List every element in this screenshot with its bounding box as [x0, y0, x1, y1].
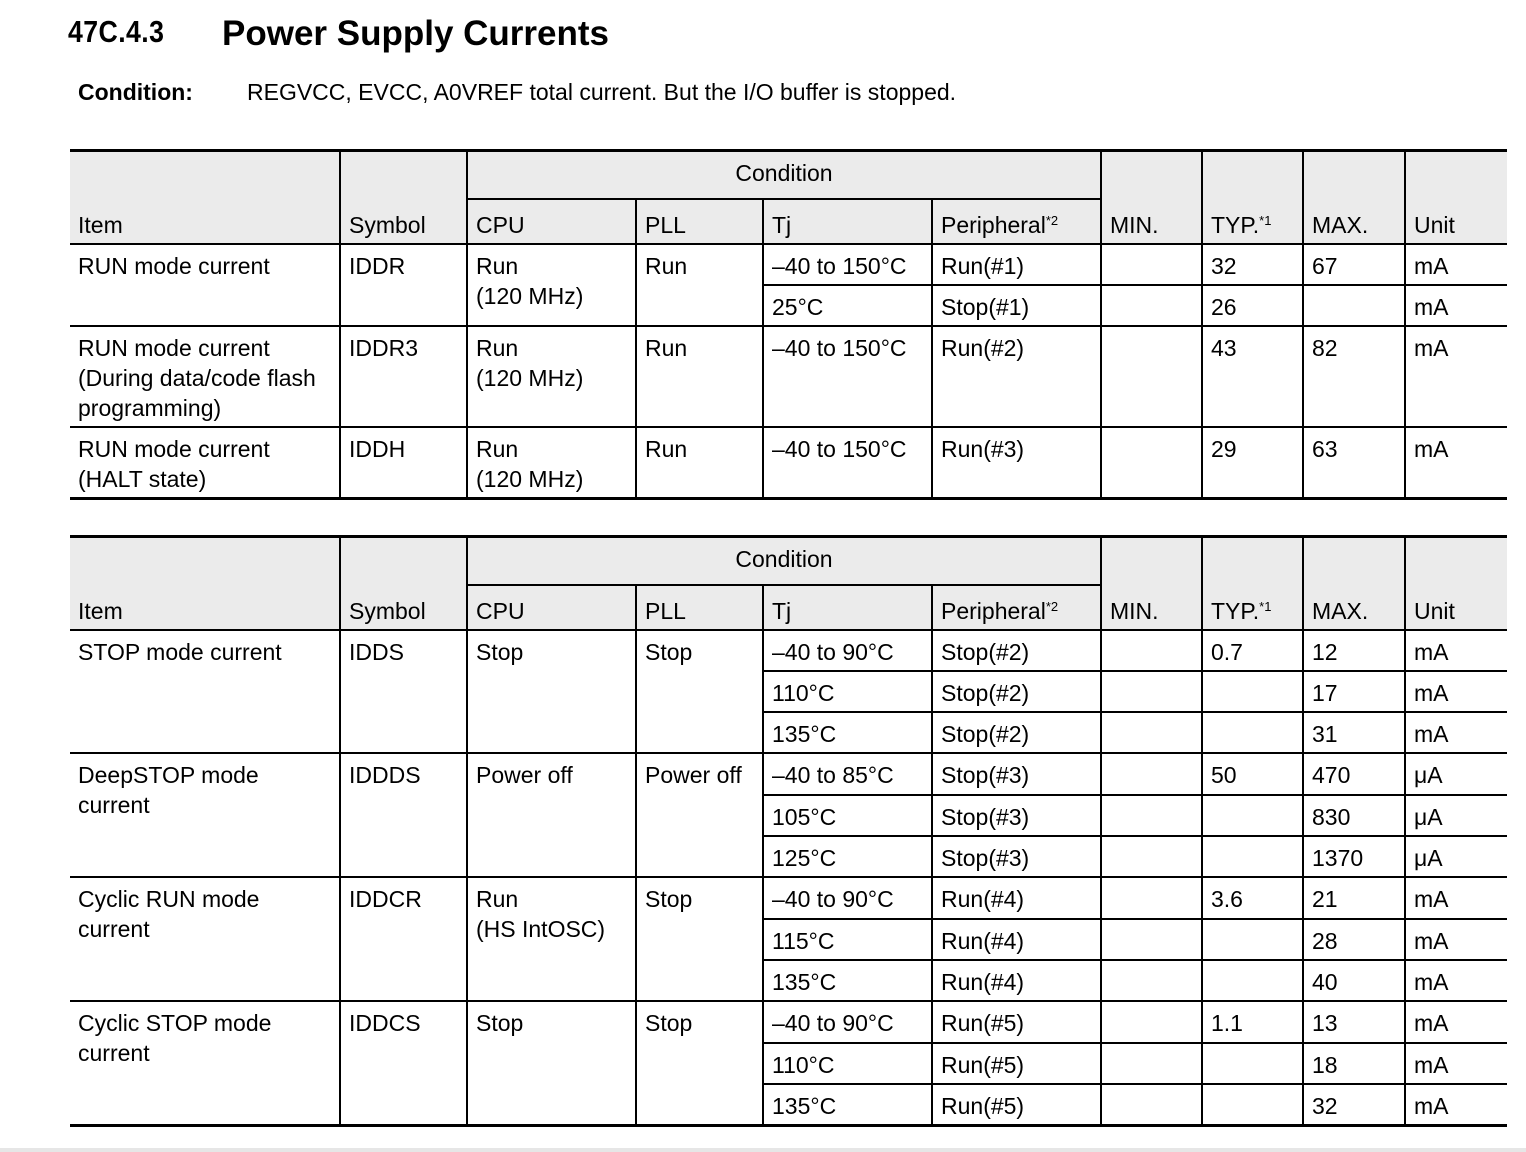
cell-min [1101, 919, 1202, 960]
cell-min [1101, 671, 1202, 712]
cell-tj: –40 to 90°C [763, 630, 932, 671]
table-row [70, 427, 1507, 499]
cell-unit: mA [1405, 285, 1507, 326]
cell-peripheral: Run(#4) [932, 877, 1101, 919]
cell-min [1101, 326, 1202, 427]
cell-peripheral: Stop(#1) [932, 285, 1101, 326]
cell-typ: 32 [1202, 244, 1303, 285]
cell-tj: –40 to 90°C [763, 1001, 932, 1043]
cell-tj: 105°C [763, 795, 932, 836]
header-min: MIN. [1101, 537, 1202, 631]
cell-symbol: IDDCR [340, 877, 467, 1001]
cell-cpu: Stop [467, 630, 636, 753]
header-min: MIN. [1101, 151, 1202, 245]
cell-cpu: Run (120 MHz) [467, 326, 636, 427]
cell-symbol: IDDR3 [340, 326, 467, 427]
header-cpu: CPU [467, 585, 636, 630]
cell-max: 67 [1303, 244, 1405, 285]
cell-peripheral: Run(#2) [932, 326, 1101, 427]
cell-symbol: IDDDS [340, 753, 467, 877]
cell-max: 32 [1303, 1084, 1405, 1126]
cell-unit: μA [1405, 795, 1507, 836]
header-unit: Unit [1405, 151, 1507, 245]
cell-max: 830 [1303, 795, 1405, 836]
cell-peripheral: Run(#1) [932, 244, 1101, 285]
cell-min [1101, 836, 1202, 877]
header-condition: Condition [467, 151, 1101, 200]
header-condition: Condition [467, 537, 1101, 586]
header-peripheral [932, 199, 1101, 244]
cell-unit: μA [1405, 836, 1507, 877]
cell-max: 28 [1303, 919, 1405, 960]
cell-pll: Run [636, 427, 763, 499]
cell-pll: Run [636, 244, 763, 326]
cell-unit: mA [1405, 671, 1507, 712]
cell-unit: mA [1405, 919, 1507, 960]
header-typ [1202, 537, 1303, 631]
condition-text: REGVCC, EVCC, A0VREF total current. But the I/O buffer is stopped. [247, 79, 957, 105]
cell-tj: 25°C [763, 285, 932, 326]
cell-peripheral: Stop(#3) [932, 753, 1101, 795]
cell-unit: mA [1405, 1084, 1507, 1126]
cell-tj: 115°C [763, 919, 932, 960]
cell-max: 63 [1303, 427, 1405, 499]
cell-typ: 43 [1202, 326, 1303, 427]
cell-max: 82 [1303, 326, 1405, 427]
cell-typ [1202, 795, 1303, 836]
cell-pll: Stop [636, 877, 763, 1001]
cell-pll: Stop [636, 1001, 763, 1126]
cell-tj: 110°C [763, 1043, 932, 1084]
cell-peripheral: Run(#5) [932, 1084, 1101, 1126]
table-row [70, 877, 1507, 919]
cell-unit: mA [1405, 630, 1507, 671]
header-typ-label: TYP. [1211, 598, 1260, 624]
header-typ-note: *1 [1259, 599, 1272, 614]
cell-peripheral: Stop(#2) [932, 671, 1101, 712]
condition-label: Condition: [78, 79, 193, 105]
table-row [70, 753, 1507, 795]
cell-unit: mA [1405, 427, 1507, 499]
cell-unit: mA [1405, 960, 1507, 1001]
header-typ [1202, 151, 1303, 245]
cell-unit: mA [1405, 877, 1507, 919]
section-title: Power Supply Currents [222, 14, 610, 53]
cell-pll: Run [636, 326, 763, 427]
cell-typ: 26 [1202, 285, 1303, 326]
cell-min [1101, 630, 1202, 671]
cell-min [1101, 285, 1202, 326]
header-max: MAX. [1303, 151, 1405, 245]
cell-peripheral: Run(#5) [932, 1001, 1101, 1043]
header-peripheral-label: Peripheral [941, 598, 1046, 624]
cell-min [1101, 795, 1202, 836]
cell-typ [1202, 836, 1303, 877]
cell-symbol: IDDH [340, 427, 467, 499]
header-unit: Unit [1405, 537, 1507, 631]
cell-symbol: IDDS [340, 630, 467, 753]
cell-item: STOP mode current [70, 630, 340, 753]
run-current-table [70, 149, 1507, 500]
cell-tj: 135°C [763, 1084, 932, 1126]
cell-cpu: Run (120 MHz) [467, 244, 636, 326]
cell-min [1101, 1043, 1202, 1084]
cell-item: DeepSTOP mode current [70, 753, 340, 877]
cell-peripheral: Stop(#2) [932, 712, 1101, 753]
cell-pll: Power off [636, 753, 763, 877]
cell-peripheral: Run(#4) [932, 960, 1101, 1001]
header-max: MAX. [1303, 537, 1405, 631]
cell-max: 1370 [1303, 836, 1405, 877]
cell-typ: 1.1 [1202, 1001, 1303, 1043]
header-pll: PLL [636, 585, 763, 630]
cell-tj: –40 to 150°C [763, 244, 932, 285]
cell-unit: mA [1405, 1001, 1507, 1043]
cell-unit: mA [1405, 326, 1507, 427]
header-peripheral-note: *2 [1045, 213, 1059, 228]
header-tj: Tj [763, 199, 932, 244]
cell-typ [1202, 1043, 1303, 1084]
cell-tj: –40 to 90°C [763, 877, 932, 919]
header-tj: Tj [763, 585, 932, 630]
stop-current-table [70, 535, 1507, 1127]
cell-peripheral: Stop(#3) [932, 836, 1101, 877]
cell-min [1101, 427, 1202, 499]
cell-min [1101, 1001, 1202, 1043]
cell-max: 12 [1303, 630, 1405, 671]
cell-peripheral: Stop(#3) [932, 795, 1101, 836]
cell-unit: μA [1405, 753, 1507, 795]
header-typ-note: *1 [1259, 213, 1272, 228]
cell-tj: –40 to 85°C [763, 753, 932, 795]
cell-max: 31 [1303, 712, 1405, 753]
cell-min [1101, 877, 1202, 919]
cell-max: 18 [1303, 1043, 1405, 1084]
cell-typ: 50 [1202, 753, 1303, 795]
cell-cpu: Stop [467, 1001, 636, 1126]
cell-typ: 3.6 [1202, 877, 1303, 919]
cell-tj: –40 to 150°C [763, 427, 932, 499]
header-symbol: Symbol [340, 537, 467, 631]
table-row [70, 630, 1507, 671]
cell-symbol: IDDR [340, 244, 467, 326]
cell-max: 470 [1303, 753, 1405, 795]
cell-cpu: Run (120 MHz) [467, 427, 636, 499]
cell-typ [1202, 919, 1303, 960]
cell-tj: –40 to 150°C [763, 326, 932, 427]
header-cpu: CPU [467, 199, 636, 244]
cell-peripheral: Run(#5) [932, 1043, 1101, 1084]
section-number: 47C.4.3 [68, 14, 165, 49]
page-bottom-rule [0, 1148, 1526, 1152]
header-peripheral-note: *2 [1045, 599, 1059, 614]
cell-min [1101, 1084, 1202, 1126]
header-row-top [70, 537, 1507, 586]
cell-typ: 29 [1202, 427, 1303, 499]
table-row [70, 1001, 1507, 1043]
header-symbol: Symbol [340, 151, 467, 245]
cell-item: Cyclic STOP mode current [70, 1001, 340, 1126]
cell-min [1101, 753, 1202, 795]
cell-cpu: Power off [467, 753, 636, 877]
cell-typ [1202, 1084, 1303, 1126]
cell-min [1101, 960, 1202, 1001]
cell-item: RUN mode current [70, 244, 340, 326]
cell-peripheral: Run(#4) [932, 919, 1101, 960]
cell-cpu: Run (HS IntOSC) [467, 877, 636, 1001]
cell-max: 40 [1303, 960, 1405, 1001]
table-row [70, 244, 1507, 285]
cell-peripheral: Stop(#2) [932, 630, 1101, 671]
cell-unit: mA [1405, 712, 1507, 753]
cell-tj: 110°C [763, 671, 932, 712]
cell-symbol: IDDCS [340, 1001, 467, 1126]
cell-peripheral: Run(#3) [932, 427, 1101, 499]
header-typ-label: TYP. [1211, 212, 1260, 238]
cell-tj: 125°C [763, 836, 932, 877]
cell-max: 17 [1303, 671, 1405, 712]
cell-typ: 0.7 [1202, 630, 1303, 671]
cell-pll: Stop [636, 630, 763, 753]
header-item: Item [70, 151, 340, 245]
cell-item: RUN mode current (HALT state) [70, 427, 340, 499]
cell-min [1101, 712, 1202, 753]
cell-item: RUN mode current (During data/code flash programming) [70, 326, 340, 427]
cell-typ [1202, 960, 1303, 1001]
cell-tj: 135°C [763, 960, 932, 1001]
header-pll: PLL [636, 199, 763, 244]
cell-item: Cyclic RUN mode current [70, 877, 340, 1001]
header-peripheral [932, 585, 1101, 630]
header-row-top [70, 151, 1507, 200]
cell-tj: 135°C [763, 712, 932, 753]
cell-max [1303, 285, 1405, 326]
header-item: Item [70, 537, 340, 631]
cell-typ [1202, 671, 1303, 712]
cell-unit: mA [1405, 244, 1507, 285]
cell-min [1101, 244, 1202, 285]
cell-typ [1202, 712, 1303, 753]
table-row [70, 326, 1507, 427]
cell-max: 21 [1303, 877, 1405, 919]
cell-max: 13 [1303, 1001, 1405, 1043]
header-peripheral-label: Peripheral [941, 212, 1046, 238]
cell-unit: mA [1405, 1043, 1507, 1084]
